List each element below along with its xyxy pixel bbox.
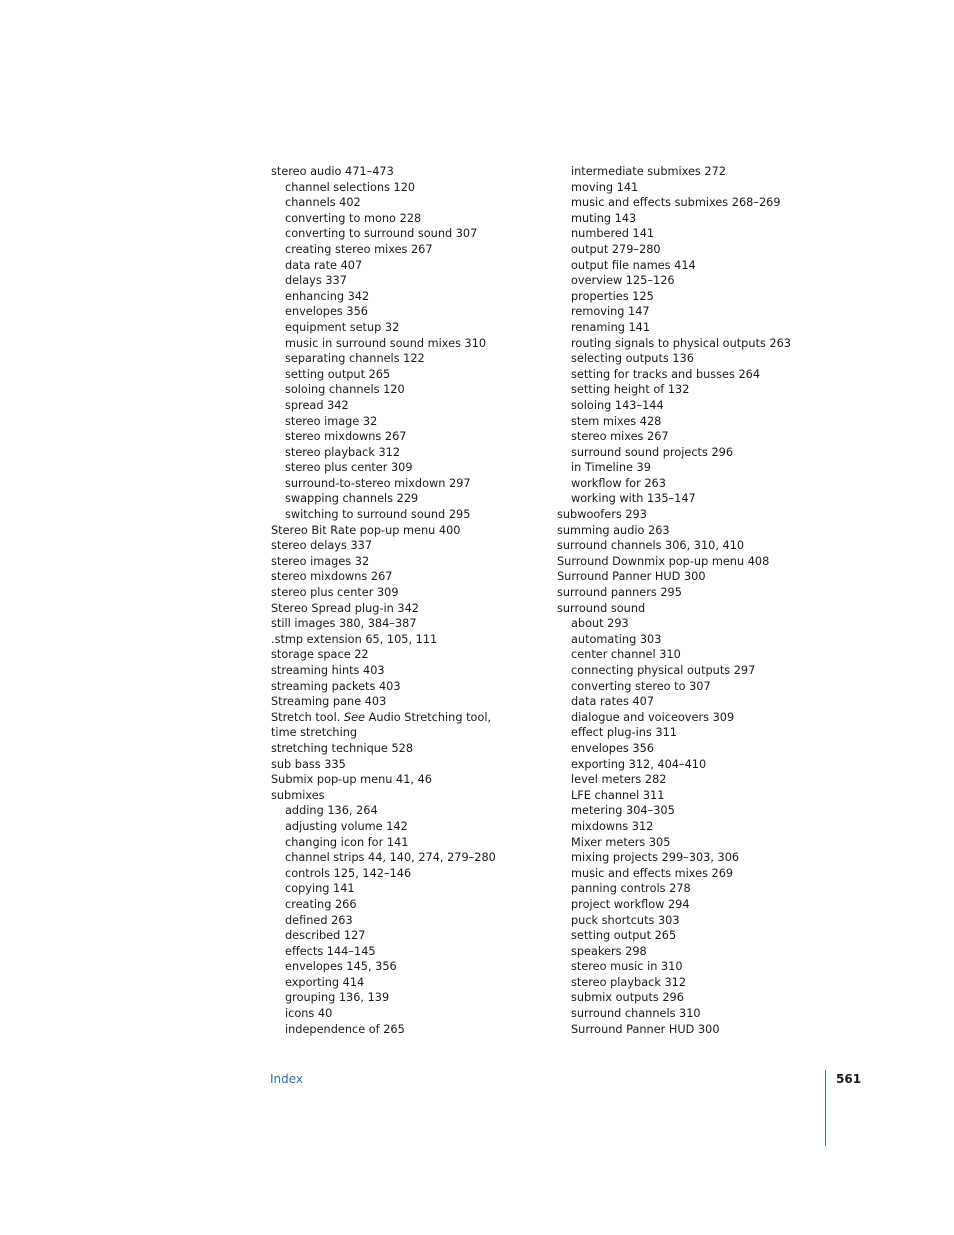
index-subentry: envelopes 145, 356 xyxy=(285,960,397,974)
index-subentry: copying 141 xyxy=(285,882,355,896)
index-entry: surround sound xyxy=(557,601,646,615)
index-entry: stretching technique 528 xyxy=(271,741,414,755)
index-subentry: channel strips 44, 140, 274, 279–280 xyxy=(285,851,496,865)
index-subentry: music and effects submixes 268–269 xyxy=(571,196,781,210)
index-entry: surround panners 295 xyxy=(557,586,682,600)
index-subentry: stem mixes 428 xyxy=(571,414,662,428)
index-subentry: swapping channels 229 xyxy=(285,492,419,506)
index-entry: Streaming pane 403 xyxy=(271,695,387,709)
index-subentry: setting output 265 xyxy=(285,367,391,381)
footer-divider xyxy=(825,1070,826,1146)
index-subentry: project workflow 294 xyxy=(571,897,690,911)
index-subentry: selecting outputs 136 xyxy=(571,352,694,366)
index-subentry: adding 136, 264 xyxy=(285,804,378,818)
index-subentry: metering 304–305 xyxy=(571,804,675,818)
page-number: 561 xyxy=(836,1072,862,1086)
index-subentry: adjusting volume 142 xyxy=(285,819,408,833)
index-entry: submixes xyxy=(271,788,325,802)
index-subentry: effect plug-ins 311 xyxy=(571,726,677,740)
index-subentry: LFE channel 311 xyxy=(571,788,665,802)
index-column-right xyxy=(557,164,827,1037)
index-subentry: surround channels 310 xyxy=(571,1007,701,1021)
see-reference: See xyxy=(343,710,365,724)
index-subentry: center channel 310 xyxy=(571,648,681,662)
index-subentry: stereo mixdowns 267 xyxy=(285,430,407,444)
index-subentry: described 127 xyxy=(285,929,366,943)
index-subentry: converting stereo to 307 xyxy=(571,679,711,693)
index-entry: Surround Downmix pop-up menu 408 xyxy=(557,554,770,568)
index-entry: Stretch tool. See Audio Stretching tool, time stretching xyxy=(271,710,492,740)
index-subentry: mixing projects 299–303, 306 xyxy=(571,851,740,865)
index-entry: stereo images 32 xyxy=(271,554,370,568)
index-subentry: envelopes 356 xyxy=(571,741,654,755)
index-subentry: setting height of 132 xyxy=(571,383,690,397)
index-subentry: stereo plus center 309 xyxy=(285,461,413,475)
index-entry: stereo mixdowns 267 xyxy=(271,570,393,584)
index-entry: stereo plus center 309 xyxy=(271,586,399,600)
index-subentry: defined 263 xyxy=(285,913,353,927)
index-subentry: setting output 265 xyxy=(571,929,677,943)
index-subentry: envelopes 356 xyxy=(285,305,368,319)
index-subentry: separating channels 122 xyxy=(285,352,425,366)
index-subentry: stereo mixes 267 xyxy=(571,430,669,444)
index-subentry: output file names 414 xyxy=(571,258,696,272)
index-subentry: surround sound projects 296 xyxy=(571,445,734,459)
index-subentry: moving 141 xyxy=(571,180,639,194)
index-subentry: channel selections 120 xyxy=(285,180,416,194)
index-subentry: puck shortcuts 303 xyxy=(571,913,680,927)
index-subentry: panning controls 278 xyxy=(571,882,691,896)
index-subentry: converting to surround sound 307 xyxy=(285,227,478,241)
index-subentry: surround-to-stereo mixdown 297 xyxy=(285,476,471,490)
index-entry: stereo delays 337 xyxy=(271,539,373,553)
index-subentry: exporting 414 xyxy=(285,975,365,989)
index-subentry: delays 337 xyxy=(285,274,347,288)
index-subentry: independence of 265 xyxy=(285,1022,405,1036)
index-subentry: controls 125, 142–146 xyxy=(285,866,412,880)
index-entry: Surround Panner HUD 300 xyxy=(557,570,706,584)
index-column-left xyxy=(271,164,541,1037)
index-subentry: numbered 141 xyxy=(571,227,655,241)
index-subentry: exporting 312, 404–410 xyxy=(571,757,707,771)
index-subentry: channels 402 xyxy=(285,196,361,210)
index-entry: sub bass 335 xyxy=(271,757,346,771)
index-subentry: data rates 407 xyxy=(571,695,655,709)
index-entry: still images 380, 384–387 xyxy=(271,617,417,631)
index-subentry: stereo music in 310 xyxy=(571,960,683,974)
index-subentry: equipment setup 32 xyxy=(285,320,400,334)
index-entry: streaming packets 403 xyxy=(271,679,401,693)
index-subentry: creating 266 xyxy=(285,897,357,911)
index-subentry: renaming 141 xyxy=(571,320,651,334)
index-subentry: mixdowns 312 xyxy=(571,819,654,833)
index-subentry: working with 135–147 xyxy=(571,492,696,506)
index-entry: .stmp extension 65, 105, 111 xyxy=(271,632,438,646)
index-entry: Stereo Spread plug-in 342 xyxy=(271,601,419,615)
index-subentry: spread 342 xyxy=(285,398,349,412)
index-subentry: output 279–280 xyxy=(571,242,661,256)
footer-section-label[interactable]: Index xyxy=(270,1072,304,1086)
index-entry: storage space 22 xyxy=(271,648,369,662)
index-subentry: in Timeline 39 xyxy=(571,461,651,475)
index-subentry: level meters 282 xyxy=(571,773,667,787)
index-subentry: soloing 143–144 xyxy=(571,398,664,412)
index-entry: Submix pop-up menu 41, 46 xyxy=(271,773,432,787)
index-subentry: stereo image 32 xyxy=(285,414,378,428)
index-subentry: icons 40 xyxy=(285,1007,333,1021)
index-subentry: switching to surround sound 295 xyxy=(285,508,471,522)
index-entry: Stereo Bit Rate pop-up menu 400 xyxy=(271,523,461,537)
index-subentry: changing icon for 141 xyxy=(285,835,409,849)
index-subentry: creating stereo mixes 267 xyxy=(285,242,433,256)
index-subentry: stereo playback 312 xyxy=(571,975,687,989)
index-subentry: dialogue and voiceovers 309 xyxy=(571,710,735,724)
index-subentry: music and effects mixes 269 xyxy=(571,866,734,880)
index-subentry: Surround Panner HUD 300 xyxy=(571,1022,720,1036)
index-subentry: connecting physical outputs 297 xyxy=(571,664,756,677)
index-entry: streaming hints 403 xyxy=(271,664,385,677)
index-subentry: enhancing 342 xyxy=(285,289,370,303)
index-subentry: workflow for 263 xyxy=(571,476,666,490)
index-entry: summing audio 263 xyxy=(557,523,670,537)
index-subentry: setting for tracks and busses 264 xyxy=(571,367,761,381)
index-subentry: stereo playback 312 xyxy=(285,445,401,459)
index-subentry: soloing channels 120 xyxy=(285,383,405,397)
index-entry: stereo audio 471–473 xyxy=(271,165,394,178)
index-subentry: effects 144–145 xyxy=(285,944,376,958)
index-subentry: routing signals to physical outputs 263 xyxy=(571,336,791,350)
index-subentry: music in surround sound mixes 310 xyxy=(285,336,487,350)
index-subentry: properties 125 xyxy=(571,289,654,303)
index-subentry: submix outputs 296 xyxy=(571,991,684,1005)
index-subentry: muting 143 xyxy=(571,211,637,225)
index-subentry: grouping 136, 139 xyxy=(285,991,390,1005)
index-subentry: Mixer meters 305 xyxy=(571,835,671,849)
index-subentry: automating 303 xyxy=(571,632,662,646)
index-entry: subwoofers 293 xyxy=(557,508,647,522)
index-subentry: speakers 298 xyxy=(571,944,647,958)
index-subentry: overview 125–126 xyxy=(571,274,675,288)
index-subentry: intermediate submixes 272 xyxy=(571,165,726,178)
index-entry: surround channels 306, 310, 410 xyxy=(557,539,745,553)
index-subentry: converting to mono 228 xyxy=(285,211,422,225)
index-subentry: data rate 407 xyxy=(285,258,363,272)
index-subentry: removing 147 xyxy=(571,305,650,319)
index-subentry: about 293 xyxy=(571,617,629,631)
